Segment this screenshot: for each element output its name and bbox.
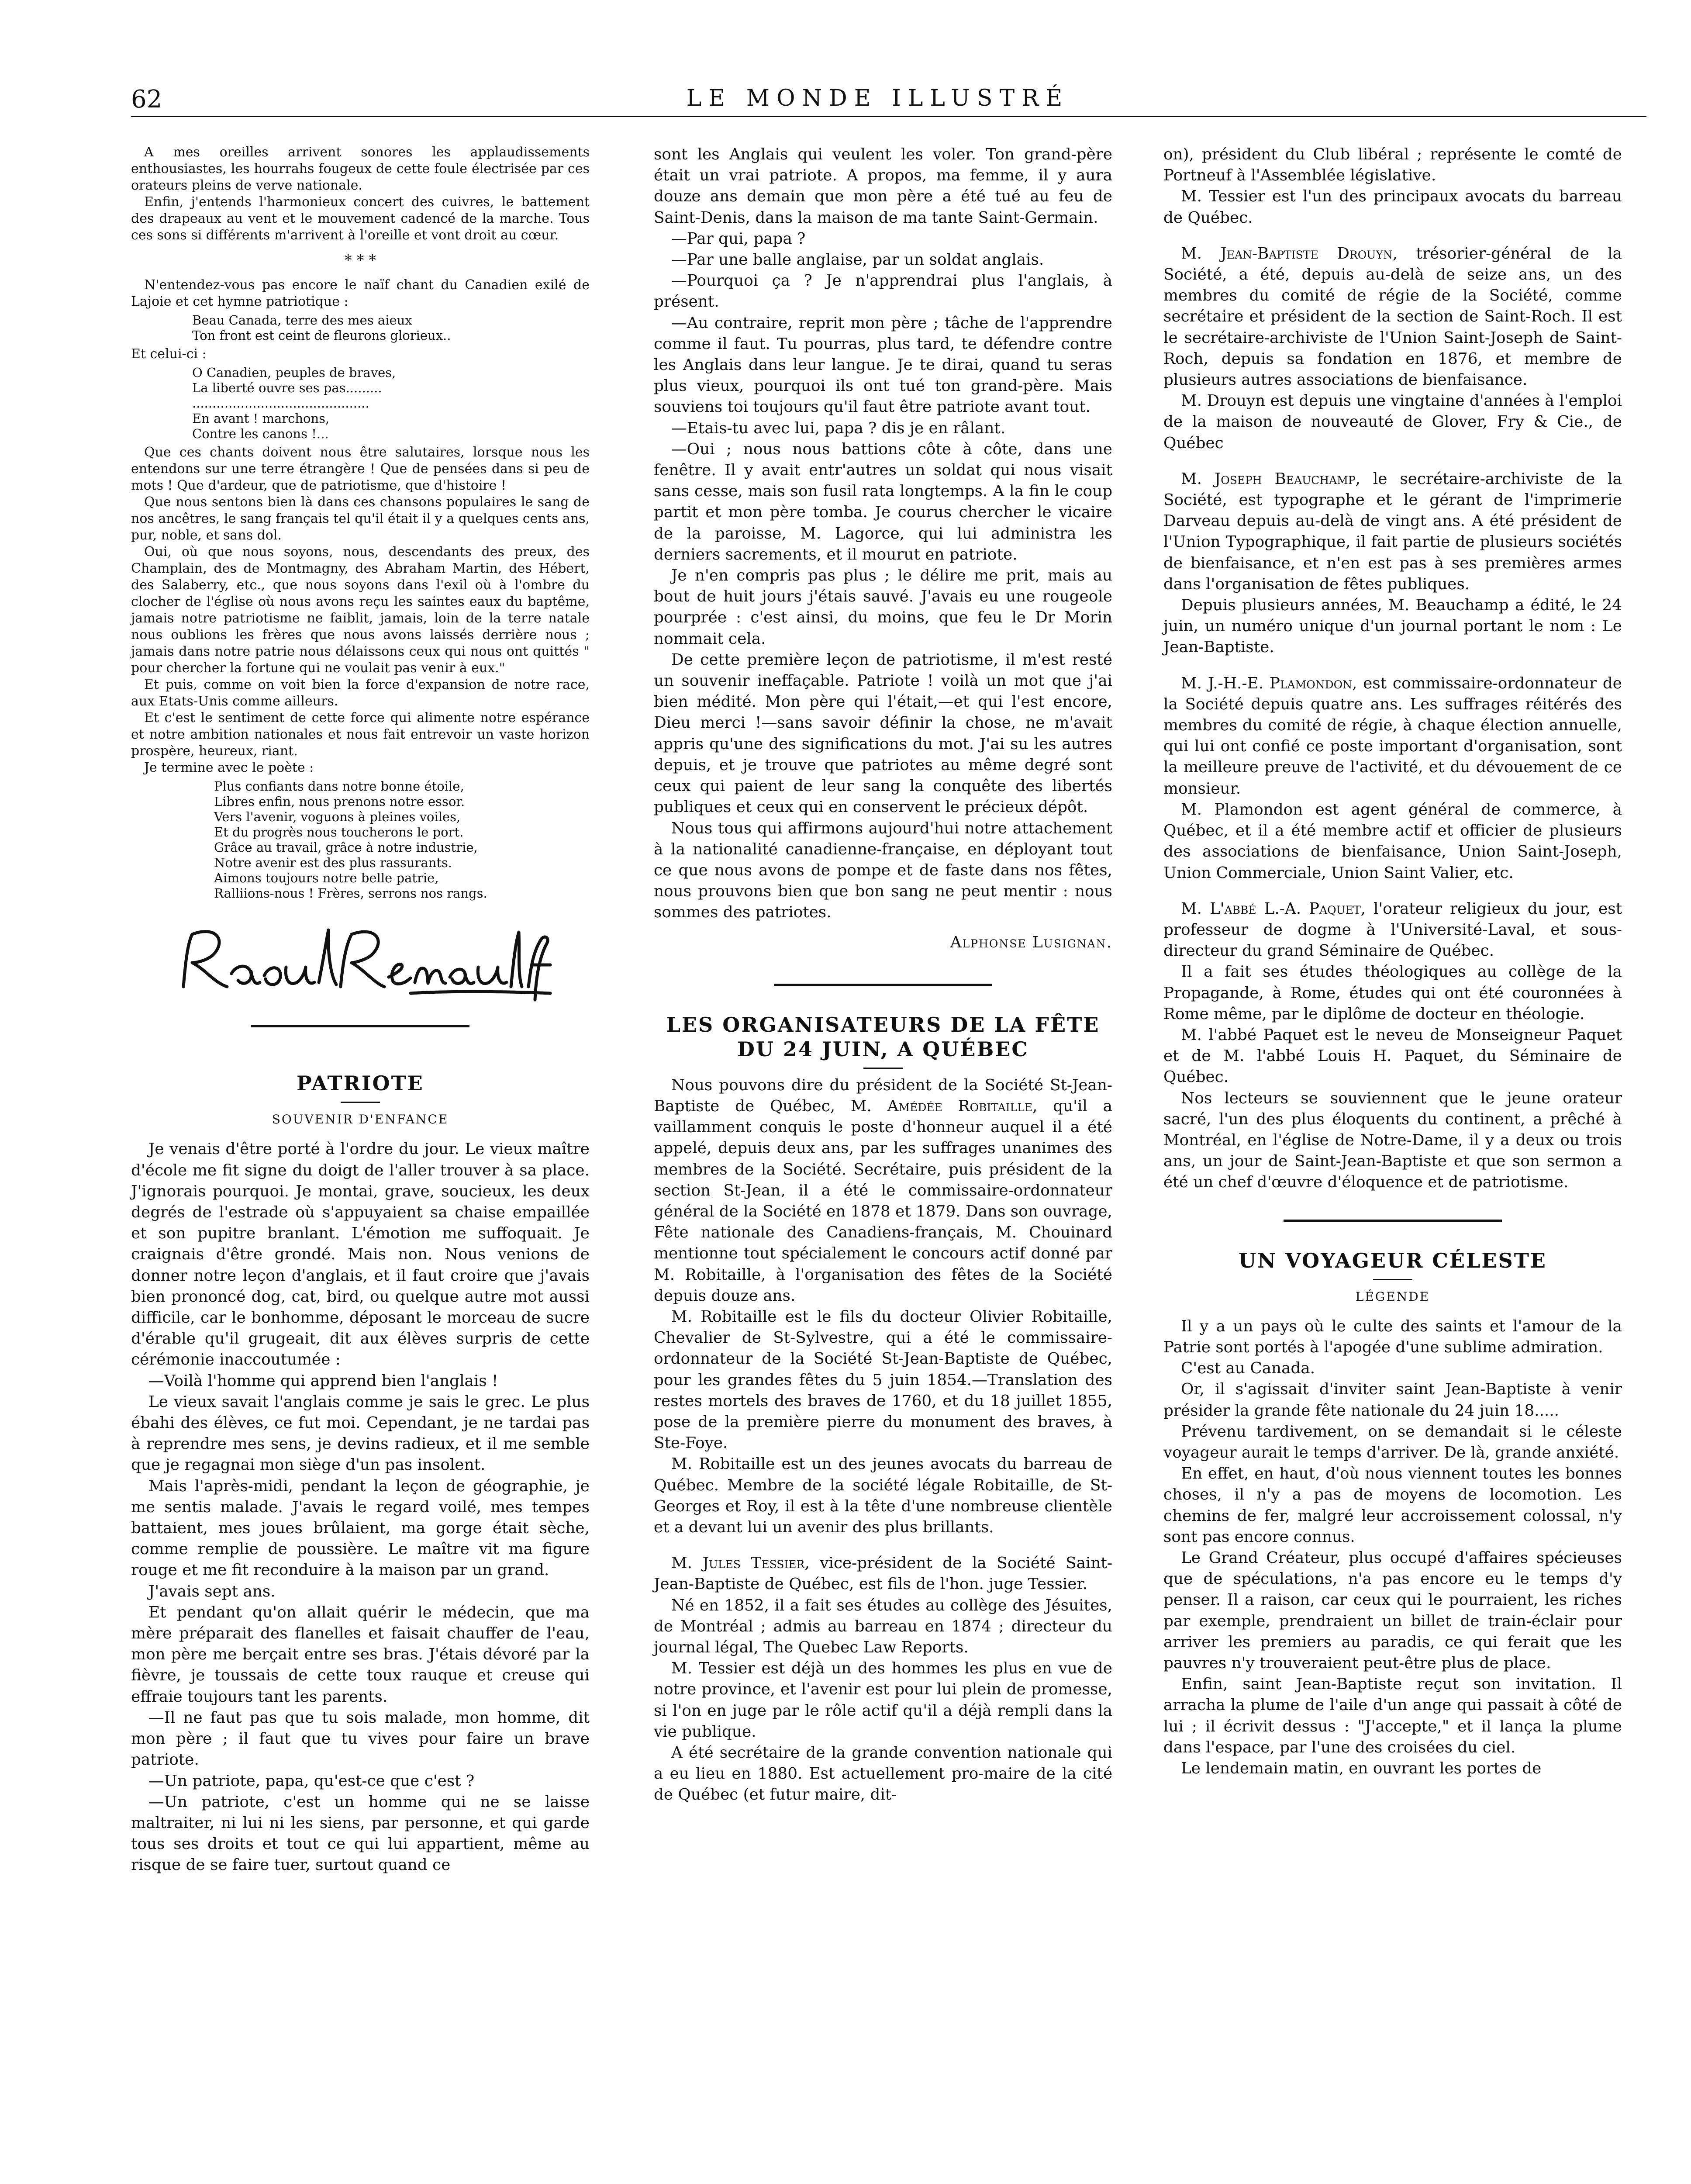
person-name: Jean-Baptiste Drouyn (1220, 244, 1393, 263)
person-name: Joseph Beauchamp (1214, 470, 1356, 488)
handwritten-signature (166, 921, 559, 1004)
paragraph: En effet, en haut, d'où nous viennent toutes les bonnes choses, il n'y a pas de moyens de locomotion. Les chemins de fer, malgré leur accroissement colossal, n'y sont pas encore connus. (1163, 1465, 1622, 1546)
paragraph: Il a fait ses études théologiques au collège de la Propagande, à Rome, études qui ont été couronnées à Rome même, par le diplôme de docteur en théologie. (1163, 963, 1622, 1023)
text-run: M. (1181, 899, 1210, 918)
paragraph (1163, 243, 1622, 390)
verse-line: ............................................ (192, 396, 369, 411)
article-subtitle: LÉGENDE (1355, 1289, 1430, 1304)
title-rule (341, 1102, 380, 1103)
paragraph: C'est au Canada. (1181, 1359, 1315, 1378)
text-run: M. (1181, 674, 1208, 692)
paragraph: Enfin, j'entends l'harmonieux concert des cuivres, le battement des drapeaux au vent et le mouvement cadencé de la marche. Tous ces sons si différents m'arrivent à l'oreille et vont droit au cœur. (131, 194, 590, 243)
header-rule (131, 116, 1646, 117)
paragraph: —Au contraire, reprit mon père ; tâche de l'apprendre comme il faut. Tu pourras, plus tard, te défendre contre les Anglais dans leur langue. Je te dirai, quand tu seras plus vieux, pourquoi ils ont tué ton grand-père. Mais souviens toi toujours qu'il faut être patriote avant tout. (654, 314, 1112, 416)
text-run: M. (1181, 244, 1221, 263)
paragraph: Et pendant qu'on allait quérir le médecin, que ma mère préparait des flanelles et faisait chauffer de l'eau, mon père me berçait entre ses bras. J'étais dévoré par la fièvre, je toussais de cette toux rauque et creuse qui effraie toujours tant les parents. (131, 1603, 590, 1706)
title-line: DU 24 JUIN, A QUÉBEC (737, 1037, 1029, 1061)
verse-line: Libres enfin, nous prenons notre essor. (214, 794, 465, 809)
column-3 (1163, 144, 1622, 1779)
page-header (131, 81, 1625, 116)
paragraph: —Etais-tu avec lui, papa ? dis je en râlant. (671, 419, 1006, 437)
verse-line: Et du progrès nous toucherons le port. (214, 825, 464, 840)
paragraph: M. Robitaille est un des jeunes avocats du barreau de Québec. Membre de la société légale Robitaille, de St-Georges et Roy, il est à la tête d'une nombreuse clientèle et a devant lui un avenir des plus brillants. (654, 1455, 1112, 1536)
asterism: * * * (344, 252, 376, 269)
paragraph: —Oui ; nous nous battions côte à côte, dans une fenêtre. Il y avait entr'autres un soldat qui nous visait sans cesse, mais son fusil rata longtemps. A la fin le coup partit et mon père tomba. Je courus chercher le vicaire de la paroisse, M. Lagorce, qui lui administra les derniers sacrements, et il mourut en patriote. (654, 440, 1112, 563)
masthead-title: LE MONDE ILLUSTRÉ (686, 85, 1070, 111)
verse-line: Vers l'avenir, voguons à pleines voiles, (214, 809, 461, 824)
paragraph: —Un patriote, papa, qu'est-ce que c'est ? (148, 1772, 475, 1790)
person-name: Jules Tessier (702, 1554, 805, 1572)
paragraph: Je termine avec le poète : (144, 760, 314, 775)
paragraph: —Par une balle anglaise, par un soldat anglais. (671, 251, 1044, 269)
text-run: M. (671, 1554, 703, 1572)
paragraph: Je venais d'être porté à l'ordre du jour. Le vieux maître d'école me fit signe du doigt de l'aller trouver à sa place. J'ignorais pourquoi. Je montai, grave, soucieux, les deux degrés de l'estrade où s'appuyaient sa chaise empaillée et son pupitre branlant. L'émotion me suffoquait. Je craignais d'être grondé. Mais non. Nous venions de donner notre leçon d'anglais, et il faut croire que j'avais bien prononcé dog, cat, bird, ou quelque autre mot aussi difficile, car le bonhomme, déposant le morceau de sucre d'érable qu'il grugeait, dit aux élèves surpris de cette cérémonie inaccoutumée : (131, 1140, 590, 1369)
verse-block (192, 365, 590, 442)
verse-line: La liberté ouvre ses pas......... (192, 380, 382, 395)
verse-line: O Canadien, peuples de braves, (192, 365, 396, 380)
paragraph: Or, il s'agissait d'inviter saint Jean-Baptiste à venir présider la grande fête nationale du 24 juin 18..... (1163, 1380, 1622, 1420)
paragraph: J'avais sept ans. (148, 1582, 276, 1600)
person-name: J.-H.-E. Plamondon (1208, 674, 1352, 692)
text-run: , est commissaire-ordonnateur de la Société depuis quatre ans. Les suffrages réitérés des membres du comité de régie, à chaque élection annuelle, qui lui ont confié ce poste important d'organisation, sont la meilleure preuve de l'activité, et du dévouement de ce monsieur. (1163, 674, 1622, 798)
verse-line: Contre les canons !... (192, 426, 329, 441)
paragraph: A été secrétaire de la grande convention nationale qui a eu lieu en 1880. Est actuellement pro-maire de la cité de Québec (et futur maire, dit- (654, 1744, 1112, 1804)
article-title-voyageur: UN VOYAGEUR CÉLESTE (1238, 1248, 1547, 1272)
verse-line: Plus confiants dans notre bonne étoile, (214, 779, 464, 794)
title-rule (863, 1068, 903, 1069)
page-number: 62 (131, 85, 162, 114)
verse-line: Beau Canada, terre des mes aieux (192, 313, 412, 328)
paragraph: Et c'est le sentiment de cette force qui alimente notre espérance et notre ambition nationales et nous fait entrevoir un vaste horizon prospère, heureux, riant. (131, 710, 590, 759)
paragraph (1163, 469, 1622, 595)
paragraph: Le vieux savait l'anglais comme je sais le grec. Le plus ébahi des élèves, ce fut moi. Cependant, je ne tardai pas à reprendre mes sens, je devins radieux, et il me semble que je regagnai mon siège d'un pas insolent. (131, 1393, 590, 1474)
article-title-organisateurs (654, 1013, 1112, 1061)
intro-section (131, 144, 590, 901)
paragraph: De cette première leçon de patriotisme, il m'est resté un souvenir ineffaçable. Patriote ! voilà un mot que j'ai bien médité. Mon père qui l'était,—et qui l'est encore, Dieu merci !—sans savoir définir la chose, ne m'avait appris qu'une des significations du mot. J'ai su les autres depuis, et je trouve que patriotes au même degré sont ceux qui paient de leur sang la conquête des libertés publiques et ceux qui en conservent le précieux dépôt. (654, 650, 1112, 816)
paragraph: —Par qui, papa ? (671, 229, 806, 248)
paragraph: Que nous sentons bien là dans ces chansons populaires le sang de nos ancêtres, le sang français tel qu'il était il y a quelques cents ans, pur, noble, et sans dol. (131, 494, 590, 543)
paragraph: on), président du Club libéral ; représente le comté de Portneuf à l'Assemblée législative. (1163, 145, 1622, 185)
text-run: Nous pouvons dire du président de la Société St-Jean-Baptiste de Québec, M. (654, 1076, 1112, 1115)
paragraph: M. Tessier est déjà un des hommes les plus en vue de notre province, et l'avenir est pour lui plein de promesse, si l'on en juge par le rôle actif qu'il a déjà rempli dans la vie publique. (654, 1659, 1112, 1741)
paragraph: Que ces chants doivent nous être salutaires, lorsque nous les entendons sur une terre étrangère ! Que de pensées dans si peu de mots ! Que d'ardeur, que de patriotisme, que d'histoire ! (131, 445, 590, 493)
column-2 (654, 144, 1112, 1806)
paragraph: M. Plamondon est agent général de commerce, à Québec, et il a été membre actif et officier de plusieurs des associations de bienfaisance, Union Saint-Joseph, Union Commerciale, Union Saint Valier, etc. (1163, 800, 1622, 882)
paragraph: Mais l'après-midi, pendant la leçon de géographie, je me sentis malade. J'avais le regard voilé, mes tempes battaient, mes joues brûlaient, ma gorge était sèche, comme remplie de poussière. Le maître vit ma figure rouge et me fit reconduire à la maison par un grand. (131, 1477, 590, 1579)
paragraph: sont les Anglais qui veulent les voler. Ton grand-père était un vrai patriote. A propos, ma femme, il y aura douze ans demain que mon père a été tué au feu de Saint-Denis, dans la maison de ma tante Saint-Germain. (654, 145, 1112, 227)
person-name: Amédée Robitaille (887, 1097, 1033, 1115)
paragraph (1163, 673, 1622, 799)
person-name: L'abbé L.-A. Paquet (1209, 899, 1361, 918)
paragraph: Et puis, comme on voit bien la force d'expansion de notre race, aux Etats-Unis comme ailleurs. (131, 677, 590, 709)
text-run: , l'orateur religieux du jour, est professeur de dogme à l'Université-Laval, et sous-directeur du grand Séminaire de Québec. (1163, 899, 1622, 960)
paragraph: Oui, où que nous soyons, nous, descendants des preux, des Champlain, des de Montmagny, des Abraham Martin, des Hébert, des Salaberry, etc., que nous soyons dans l'exil où à l'ombre du clocher de l'église où nous avons reçu les saintes eaux du baptême, jamais notre patriotisme ne faiblit, jamais, loin de la terre natale nous oublions les frères que nous avons laissés derrière nous ; jamais dans notre patrie nous délaissons ceux qui nous ont quittés " pour chercher la fortune qui ne voulait pas venir à eux." (131, 544, 590, 676)
paragraph: M. l'abbé Paquet est le neveu de Monseigneur Paquet et de M. l'abbé Louis H. Paquet, du Séminaire de Québec. (1163, 1026, 1622, 1086)
paragraph (654, 1553, 1112, 1595)
text-run: M. (1181, 470, 1215, 488)
title-line: LES ORGANISATEURS DE LA FÊTE (666, 1013, 1100, 1037)
paragraph: —Voilà l'homme qui apprend bien l'anglais ! (148, 1372, 498, 1390)
article-author: Alphonse Lusignan. (950, 933, 1112, 951)
paragraph: M. Tessier est l'un des principaux avocats du barreau de Québec. (1163, 187, 1622, 227)
paragraph (1163, 898, 1622, 962)
text-run: , vice-président de la Société Saint-Jean-Baptiste de Québec, est fils de l'hon. juge Tessier. (654, 1554, 1112, 1593)
paragraph: Je n'en compris pas plus ; le délire me prit, mais au bout de huit jours j'étais sauvé. J'avais eu une rougeole pourprée : c'est ainsi, du moins, que feu le Dr Morin nommait cela. (654, 567, 1112, 648)
text-run: , qu'il a vaillamment conquis le poste d'honneur auquel il a été appelé, depuis deux ans, par les suffrages unanimes des membres de la Société. Secrétaire, puis président de la section St-Jean, il a été le commissaire-ordonnateur général de la Société en 1878 et 1879. Dans son ouvrage, Fête nationale des Canadiens-français, M. Chouinard mentionne tout spécialement le concours actif donné par M. Robitaille, à l'organisation des fêtes de la Société depuis douze ans. (654, 1097, 1112, 1305)
paragraph: Le Grand Créateur, plus occupé d'affaires spécieuses que de spéculations, n'a pas encore eu le temps d'y penser. Il a raison, car ceux qui le pourraient, les riches par exemple, prendraient un billet de train-éclair pour arriver les premiers au paradis, ce qui ferait que les pauvres n'y trouveraient peut-être plus de place. (1163, 1548, 1622, 1672)
paragraph: N'entendez-vous pas encore le naïf chant du Canadien exilé de Lajoie et cet hymne patriotique : (131, 277, 590, 309)
paragraph: Nos lecteurs se souviennent que le jeune orateur sacré, l'un des plus éloquents du continent, a prêché à Montréal, en l'église de Notre-Dame, il y a deux ou trois ans, un jour de Saint-Jean-Baptiste et que son sermon a été un chef d'œuvre d'éloquence et de patriotisme. (1163, 1089, 1622, 1192)
verse-line: Aimons toujours notre belle patrie, (214, 871, 439, 885)
paragraph: A mes oreilles arrivent sonores les applaudissements enthousiastes, les hourrahs fougeux de cette foule électrisée par ces orateurs pleins de verve nationale. (131, 145, 590, 193)
verse-block (192, 313, 590, 343)
verse-line: En avant ! marchons, (192, 411, 330, 426)
paragraph: Le lendemain matin, en ouvrant les portes de (1181, 1759, 1542, 1778)
paragraph: Prévenu tardivement, on se demandait si le céleste voyageur aurait le temps d'arriver. De là, grande anxiété. (1163, 1422, 1622, 1462)
paragraph: Et celui-ci : (131, 346, 207, 362)
verse-line: Notre avenir est des plus rassurants. (214, 855, 452, 870)
paragraph: Né en 1852, il a fait ses études au collège des Jésuites, de Montréal ; admis au barreau en 1874 ; directeur du journal légal, The Quebec Law Reports. (654, 1596, 1112, 1656)
paragraph: —Pourquoi ça ? Je n'apprendrai plus l'anglais, à présent. (654, 272, 1112, 311)
article-title-patriote: PATRIOTE (297, 1071, 424, 1095)
verse-line: Ton front est ceint de fleurons glorieux.. (192, 328, 451, 343)
paragraph: M. Robitaille est le fils du docteur Olivier Robitaille, Chevalier de St-Sylvestre, qui a été le commissaire-ordonnateur de la Société St-Jean-Baptiste de Québec, pour les grandes fêtes du 5 juin 1854.—Translation des restes mortels des braves de 1760, et du 18 juillet 1855, pose de la première pierre du monument des braves, à Ste-Foye. (654, 1307, 1112, 1452)
paragraph: Depuis plusieurs années, M. Beauchamp a édité, le 24 juin, un numéro unique d'un journal portant le nom : Le Jean-Baptiste. (1163, 596, 1622, 657)
verse-line: Grâce au travail, grâce à notre industrie, (214, 840, 478, 855)
paragraph: Il y a un pays où le culte des saints et l'amour de la Patrie sont portés à l'apogée d'une sublime admiration. (1163, 1317, 1622, 1356)
column-1 (131, 144, 590, 1876)
verse-line: Ralliions-nous ! Frères, serrons nos rangs. (214, 886, 487, 901)
article-subtitle: SOUVENIR D'ENFANCE (272, 1112, 449, 1127)
title-rule (1373, 1279, 1412, 1280)
paragraph: —Un patriote, c'est un homme qui ne se laisse maltraiter, ni lui ni les siens, par personne, et qui garde tous ses droits et tout ce qui lui appartient, même au risque de se faire tuer, surtout quand ce (131, 1793, 590, 1874)
text-run: , le secrétaire-archiviste de la Société, est typographe et le gérant de l'imprimerie Darveau depuis au-delà de vingt ans. A été président de l'Union Typographique, il fait partie de plusieurs sociétés de bienfaisance, et n'en est pas à ses premières armes dans l'organisation de fêtes publiques. (1163, 470, 1622, 593)
paragraph: —Il ne faut pas que tu sois malade, mon homme, dit mon père ; il faut que tu vives pour faire un brave patriote. (131, 1708, 590, 1769)
text-run: , trésorier-général de la Société, a été, depuis au-delà de seize ans, un des membres du comité de régie de la Société, comme secrétaire et président de la section de Saint-Roch. Il est le secrétaire-archiviste de l'Union Saint-Joseph de Saint-Roch, depuis sa fondation en 1876, et membre de plusieurs autres associations de bienfaisance. (1163, 244, 1622, 389)
verse-block (214, 779, 590, 901)
paragraph: Enfin, saint Jean-Baptiste reçut son invitation. Il arracha la plume de l'aile d'un ange qui passait à côté de lui ; il écrivit dessus : "J'accepte," et il lança la plume dans l'espace, par l'une des croisées du ciel. (1163, 1675, 1622, 1756)
paragraph: Nous tous qui affirmons aujourd'hui notre attachement à la nationalité canadienne-française, en déployant tout ce que nous avons de pompe et de faste dans nos fêtes, nous prouvons bien que bon sang ne peut mentir : nous sommes des patriotes. (654, 819, 1112, 922)
paragraph (654, 1075, 1112, 1306)
paragraph: M. Drouyn est depuis une vingtaine d'années à l'emploi de la maison de nouveauté de Glover, Fry & Cie., de Québec (1163, 392, 1622, 452)
